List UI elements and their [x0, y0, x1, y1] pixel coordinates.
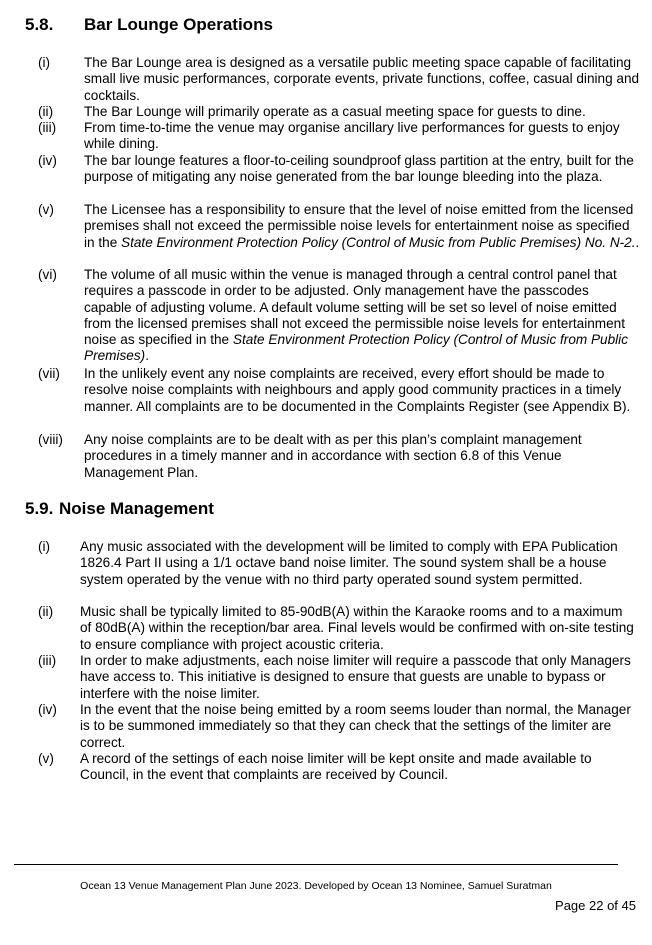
list-item: In the unlikely event any noise complaints are received, every effort should be made to resolve noise complaints with neighbours and apply good community practices in a timely manner. All complaints are to be documented in the Complaints Register (see Appendix B).	[84, 366, 631, 414]
list-item: The bar lounge features a floor-to-ceiling soundproof glass partition at the entry, built for the purpose of mitigating any noise generated from the bar lounge bleeding into the plaza.	[84, 153, 634, 185]
policy-citation: State Environment Protection Policy (Control of Music from Public Premises) No. N-2.	[121, 234, 636, 250]
item-number: (iv)	[38, 153, 57, 168]
footer-text: Ocean 13 Venue Management Plan June 2023. Developed by Ocean 13 Nominee, Samuel Suratman	[80, 880, 552, 892]
item-text-end: .	[145, 348, 149, 364]
item-number: (iv)	[38, 702, 57, 717]
list-item: From time-to-time the venue may organise ancillary live performances for guests to enjoy while dining.	[84, 120, 620, 152]
section-5-8-title: Bar Lounge Operations	[84, 15, 273, 34]
list-item: The Bar Lounge area is designed as a versatile public meeting space capable of facilitating small live music performances, corporate events, private functions, coffee, casual dining and cocktails.	[84, 55, 640, 103]
section-5-9-title: Noise Management	[59, 499, 214, 518]
item-number: (i)	[38, 55, 51, 70]
list-item: In order to make adjustments, each noise limiter will require a passcode that only Managers have access to. This initiative is designed to ensure that guests are unable to bypass or interfere with the noise limiter.	[80, 653, 631, 701]
policy-citation: State Environment Protection Policy (Control of Music from Public Premises)	[84, 332, 629, 364]
item-number: (v)	[38, 202, 54, 217]
item-text: The volume of all music within the venue is managed through a central control panel that requires a passcode in order to be adjusted. Only management have the passcodes capable of adjusting volume. A default volume setting will be set so level of noise emitted from the licensed premises shall not exceed the permissible noise levels for entertainment noise as specified in the	[84, 267, 625, 347]
item-number: (ii)	[38, 104, 54, 119]
page-number: Page 22 of 45	[555, 898, 636, 913]
section-5-8-number: 5.8.	[25, 15, 54, 34]
list-item: Any music associated with the development will be limited to comply with EPA Publication 1826.4 Part II using a 1/1 octave band noise limiter. The sound system shall be a house system operated by the venue with no third party operated sound system permitted.	[80, 539, 618, 587]
item-number: (ii)	[38, 604, 54, 619]
list-item: Any noise complaints are to be dealt with as per this plan’s complaint management procedures in a timely manner and in accordance with section 6.8 of this Venue Management Plan.	[84, 432, 582, 480]
item-number: (vi)	[38, 267, 57, 282]
item-number: (iii)	[38, 120, 57, 135]
item-text-end: .	[635, 234, 640, 250]
list-item	[84, 267, 640, 365]
list-item: The Bar Lounge will primarily operate as a casual meeting space for guests to dine.	[84, 104, 586, 119]
item-number: (viii)	[38, 432, 63, 447]
footer-divider	[14, 864, 618, 865]
item-number: (v)	[38, 751, 54, 766]
item-text: The Licensee has a responsibility to ensure that the level of noise emitted from the licensed premises shall not exceed the permissible noise levels for entertainment noise as specified in the	[84, 202, 634, 250]
item-number: (vii)	[38, 366, 60, 381]
item-number: (i)	[38, 539, 51, 554]
item-number: (iii)	[38, 653, 57, 668]
list-item: A record of the settings of each noise limiter will be kept onsite and made available to Council, in the event that complaints are received by Council.	[80, 751, 592, 783]
list-item: In the event that the noise being emitted by a room seems louder than normal, the Manager is to be summoned immediately so that they can check that the settings of the limiter are correct.	[80, 702, 631, 750]
section-5-9-number: 5.9.	[25, 499, 54, 518]
list-item: Music shall be typically limited to 85-90dB(A) within the Karaoke rooms and to a maximum of 80dB(A) within the reception/bar area. Final levels would be confirmed with on-site testing to ensure compliance with project acoustic criteria.	[80, 604, 634, 652]
list-item	[84, 202, 640, 251]
